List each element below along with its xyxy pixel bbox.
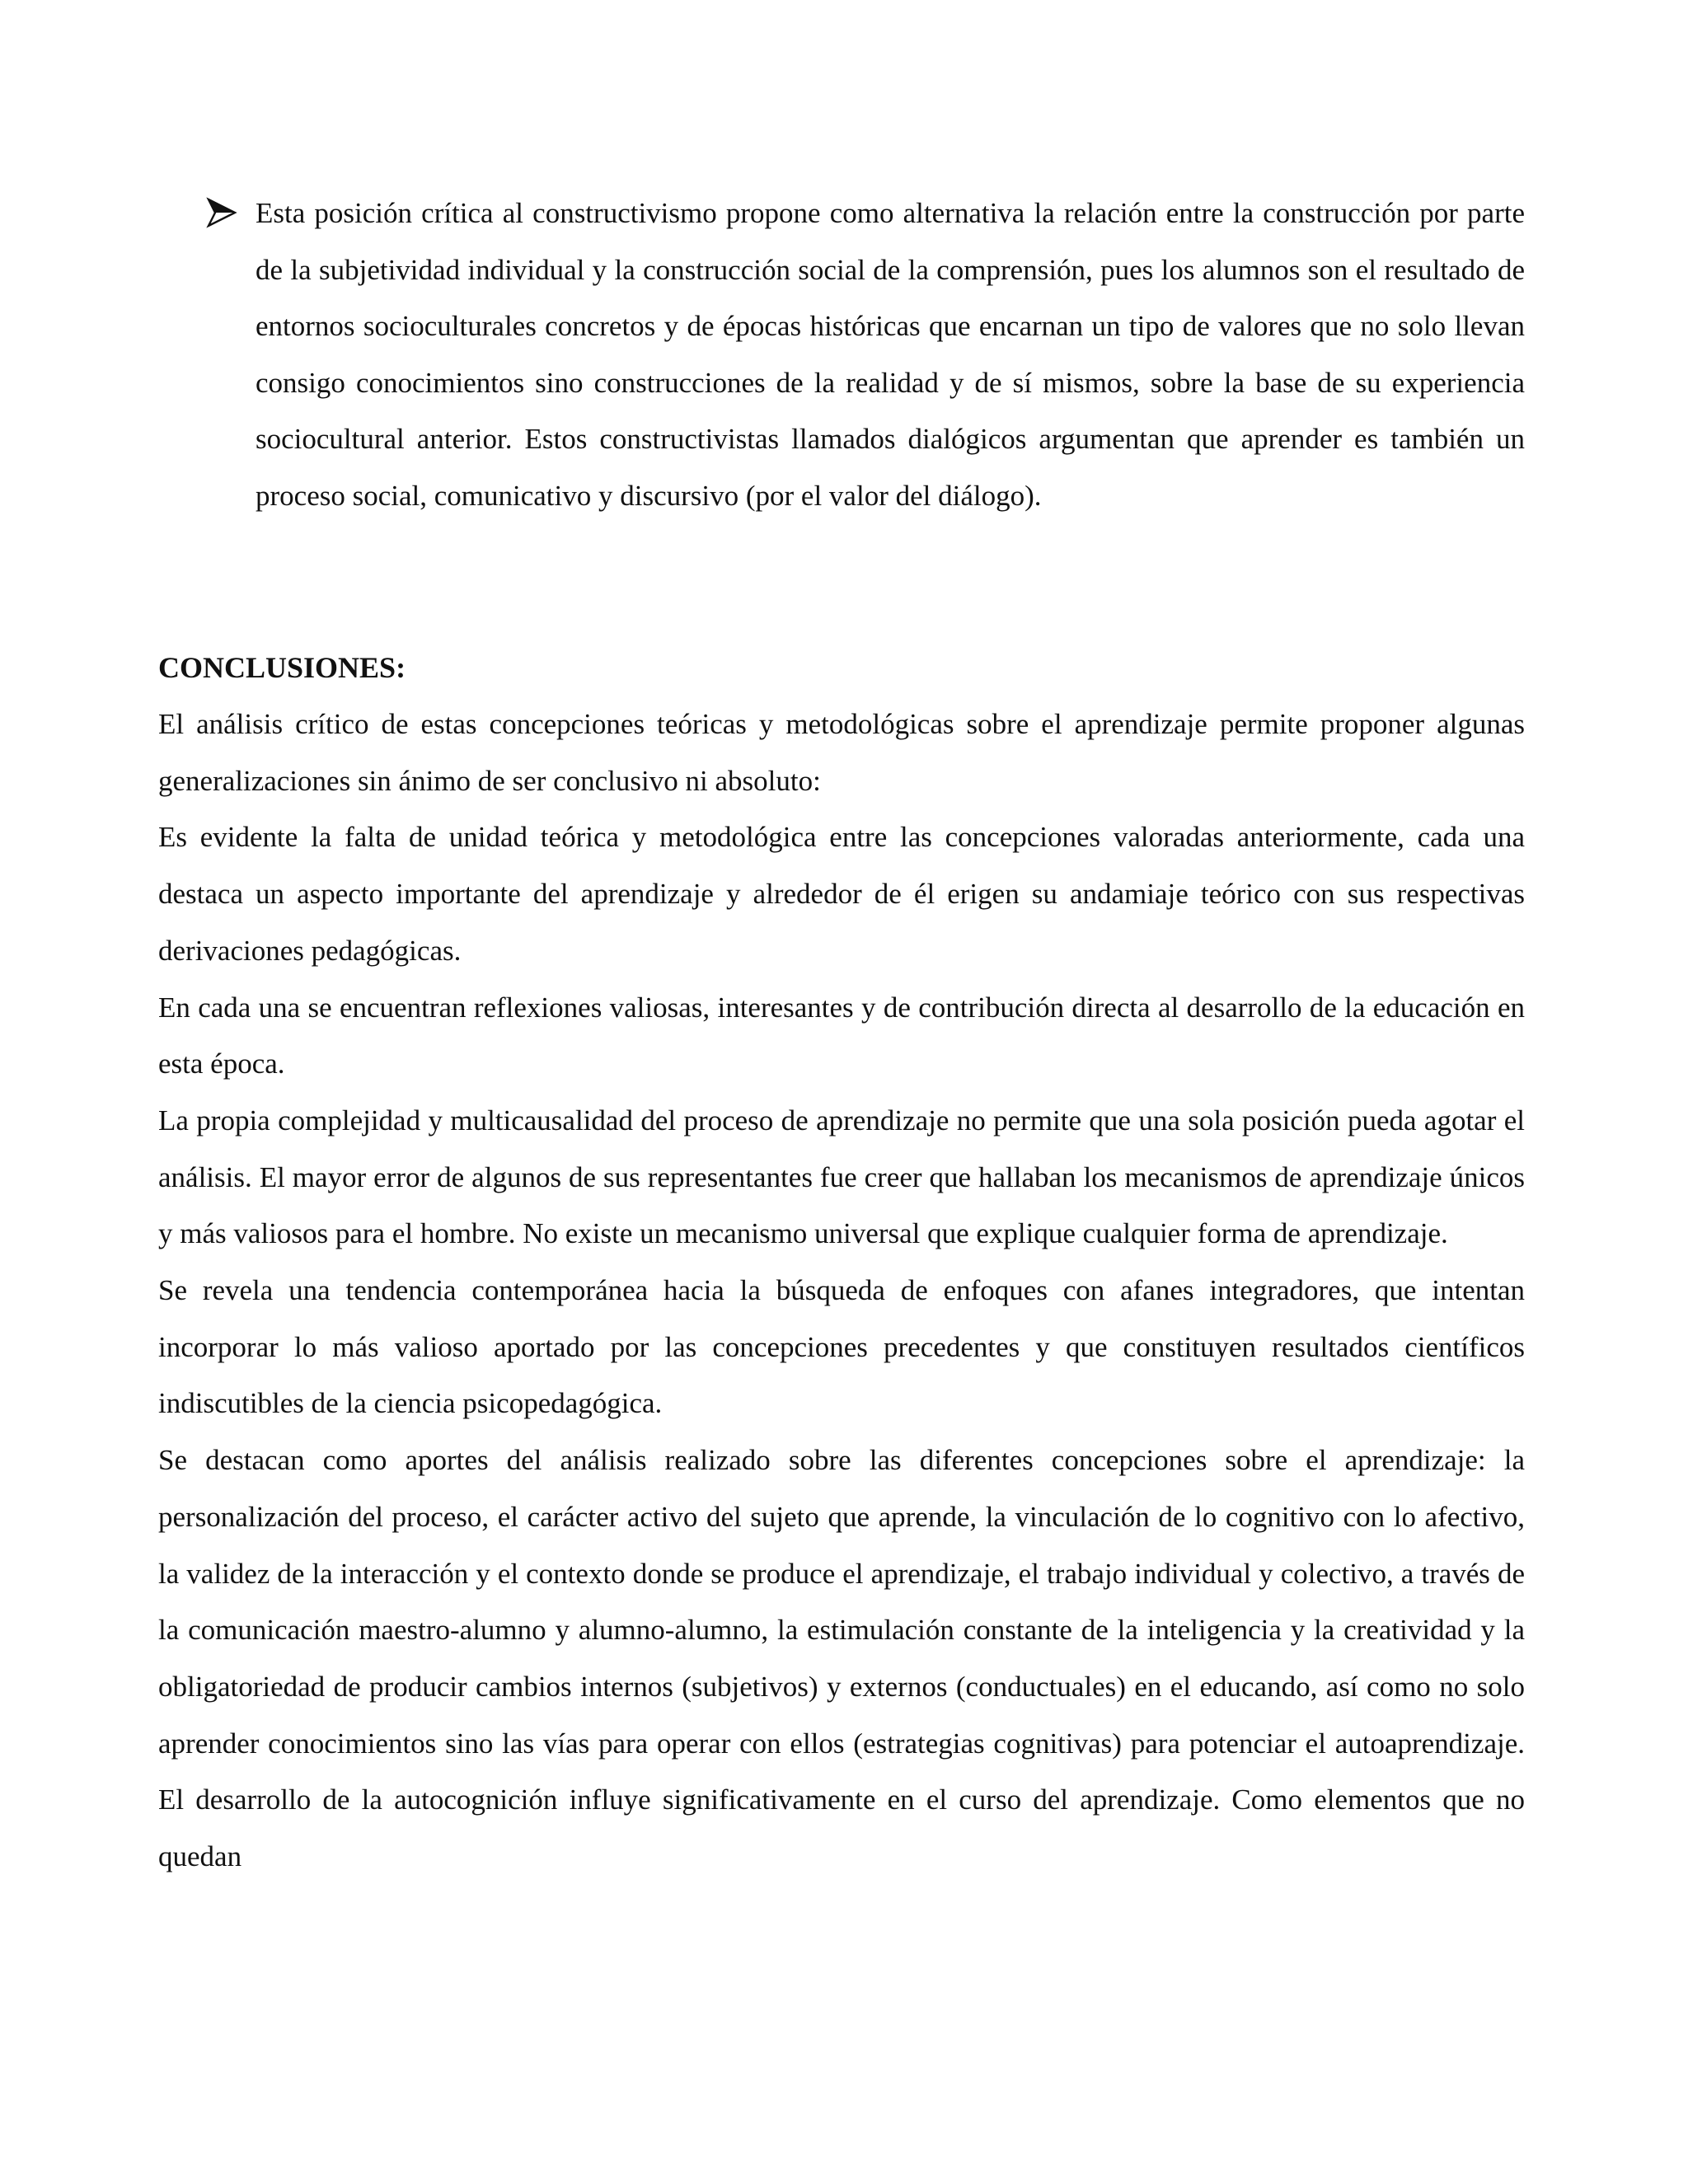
- paragraph: Se revela una tendencia contemporánea hacia la búsqueda de enfoques con afanes integradores, que intentan incorporar lo más valioso aportado por las concepciones precedentes y que constituyen resultados científicos indiscutibles de la ciencia psicopedagógica.: [158, 1274, 1525, 1420]
- paragraph: El análisis crítico de estas concepciones teóricas y metodológicas sobre el aprendizaje permite proponer algunas generalizaciones sin ánimo de ser conclusivo ni absoluto:: [158, 708, 1525, 797]
- bullet-text: Esta posición crítica al constructivismo propone como alternativa la relación entre la construcción por parte de la subjetividad individual y la construcción social de la comprensión, pues los alumnos son el resultado de entornos socioculturales concretos y de épocas históricas que encarnan un tipo de valores que no solo llevan consigo conocimientos sino construcciones de la realidad y de sí mismos, sobre la base de su experiencia sociocultural anterior. Estos constructivistas llamados dialógicos argumentan que aprender es también un proceso social, comunicativo y discursivo (por el valor del diálogo).: [256, 197, 1525, 512]
- conclusions-body: [158, 696, 1525, 1886]
- paragraph: En cada una se encuentran reflexiones valiosas, interesantes y de contribución directa al desarrollo de la educación en esta época.: [158, 991, 1525, 1080]
- arrowhead-bullet-icon: [206, 197, 237, 228]
- paragraph: Se destacan como aportes del análisis realizado sobre las diferentes concepciones sobre el aprendizaje: la personalización del proceso, el carácter activo del sujeto que aprende, la vinculación de lo cognitivo con lo afectivo, la validez de la interacción y el contexto donde se produce el aprendizaje, el trabajo individual y colectivo, a través de la comunicación maestro-alumno y alumno-alumno, la estimulación constante de la inteligencia y la creatividad y la obligatoriedad de producir cambios internos (subjetivos) y externos (conductuales) en el educando, así como no solo aprender conocimientos sino las vías para operar con ellos (estrategias cognitivas) para potenciar el autoaprendizaje. El desarrollo de la autocognición influye significativamente en el curso del aprendizaje. Como elementos que no quedan: [158, 1444, 1525, 1873]
- paragraph: La propia complejidad y multicausalidad del proceso de aprendizaje no permite que una sola posición pueda agotar el análisis. El mayor error de algunos de sus representantes fue creer que hallaban los mecanismos de aprendizaje únicos y más valiosos para el hombre. No existe un mecanismo universal que explique cualquier forma de aprendizaje.: [158, 1104, 1525, 1250]
- bullet-item: [158, 185, 1525, 524]
- section-heading: CONCLUSIONES:: [158, 651, 406, 684]
- paragraph: Es evidente la falta de unidad teórica y metodológica entre las concepciones valoradas anteriormente, cada una destaca un aspecto importante del aprendizaje y alrededor de él erigen su andamiaje teórico con sus respectivas derivaciones pedagógicas.: [158, 821, 1525, 967]
